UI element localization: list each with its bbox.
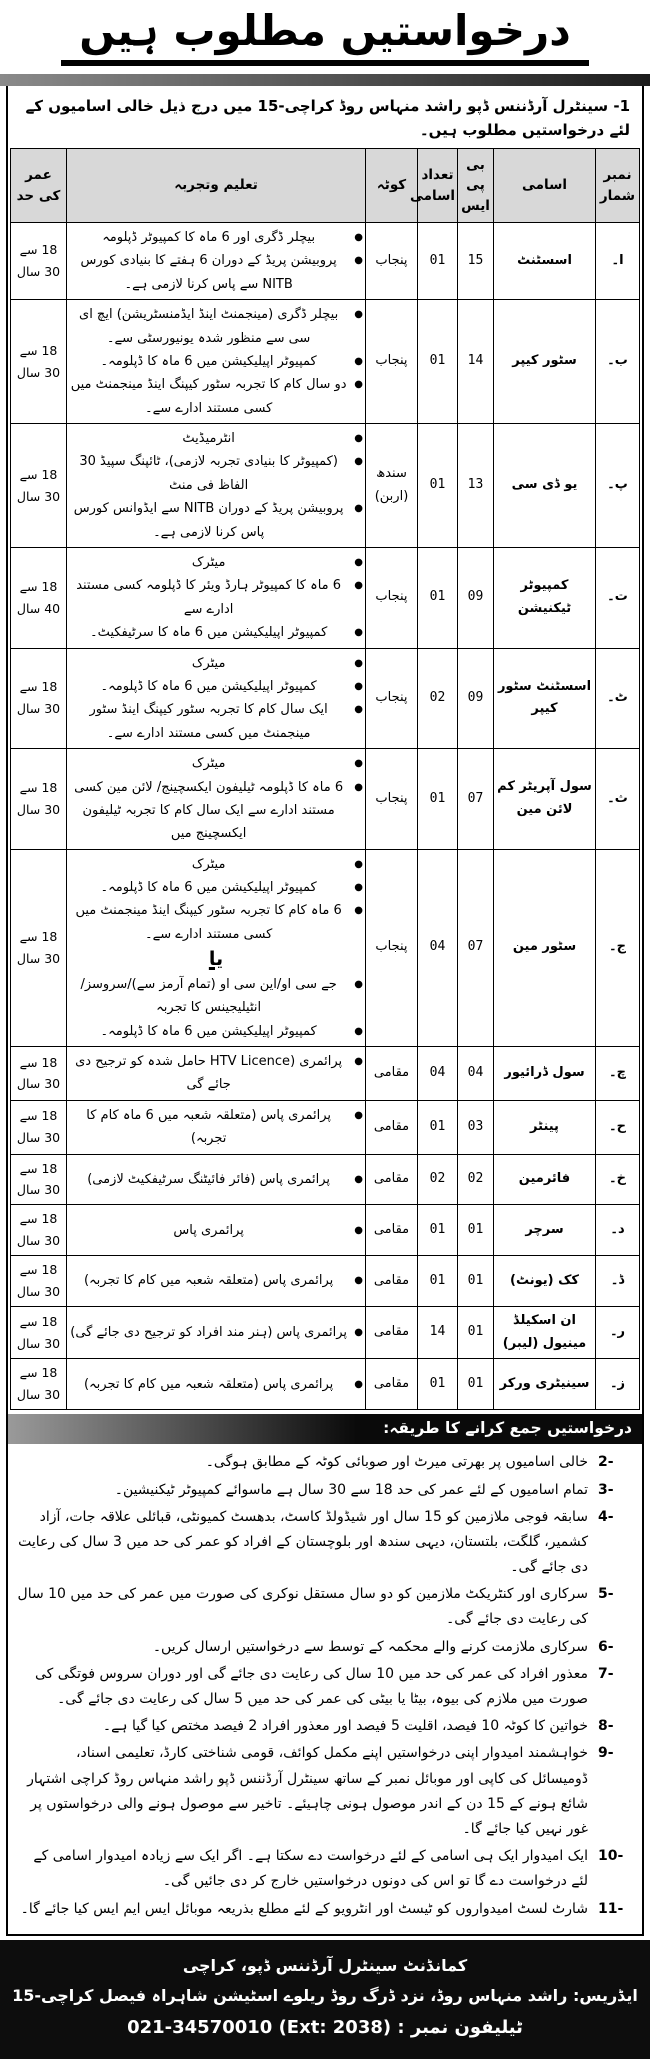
footer-commandant: کمانڈنٹ سینٹرل آرڈننس ڈپو، کراچی	[182, 1955, 468, 1975]
condition-number: 8-	[598, 1718, 614, 1735]
cell-serial: ٹ۔	[596, 648, 640, 749]
condition-text: تمام اسامیوں کے لئے عمر کی حد 18 سے 30 سال ہے ماسوائے کمپیوٹر ٹیکنیشین۔	[114, 1481, 588, 1498]
education-text: میٹرک	[191, 856, 226, 872]
cell-age: 18 سے 30 سال	[11, 1359, 67, 1410]
cell-count: 01	[418, 1256, 458, 1307]
cell-position: کمپیوٹر ٹیکنیشن	[494, 548, 596, 649]
cell-education	[67, 849, 366, 1046]
condition-text: سرکاری اور کنٹریکٹ ملازمین کو دو سال مستقل نوکری کی صورت میں عمر کی حد میں 10 سال کی رعایت دی جائے گی۔	[17, 1586, 588, 1628]
bullet-icon: ●	[354, 231, 363, 243]
condition-text: شارٹ لسٹ امیدواروں کو ٹیسٹ اور انٹرویو کے لئے مطلع بذریعہ موبائل ایس ایم ایس کیا جائے گا۔	[20, 1900, 588, 1917]
condition-text: خواتین کا کوٹہ 10 فیصد، اقلیت 5 فیصد اور معذور افراد 2 فیصد مختص کیا گیا ہے۔	[102, 1718, 588, 1735]
cell-bps: 07	[458, 849, 494, 1046]
cell-count: 01	[418, 1100, 458, 1154]
cell-quota: پنجاب	[366, 300, 418, 424]
footer-address: ایڈریس: راشد منہاس روڈ، نزد ڈرگ روڈ ریلوے اسٹیشن شاہراہ فیصل کراچی-15	[12, 1985, 638, 2005]
cell-quota: مقامی	[366, 1306, 418, 1359]
table-row	[11, 1100, 640, 1154]
education-item	[69, 876, 363, 899]
condition-item	[16, 1582, 632, 1632]
education-text: کمپیوٹر اپیلیکیشن میں 6 ماہ کا ڈپلومہ۔	[100, 678, 317, 694]
cell-bps: 01	[458, 1205, 494, 1256]
table-row	[11, 648, 640, 749]
bullet-icon: ●	[354, 704, 363, 716]
education-item	[69, 350, 363, 373]
education-text: میٹرک	[191, 655, 226, 671]
education-text: پرائمری پاس (ہنر مند افراد کو ترجیح دی جائے گی)	[70, 1324, 348, 1340]
cell-position: سول آپریٹر کم لائن مین	[494, 749, 596, 850]
footer-phone-number: 021-34570010 (Ext: 2038)	[127, 2016, 392, 2038]
cell-position: ان اسکیلڈ مینیول (لیبر)	[494, 1306, 596, 1359]
condition-number: 6-	[598, 1638, 614, 1655]
cell-serial: چ۔	[596, 1047, 640, 1101]
table-row	[11, 1047, 640, 1101]
cell-education	[67, 424, 366, 548]
education-text: دو سال کام کا تجربہ سٹور کیپنگ اینڈ مینجمنٹ میں کسی مستند ادارے سے۔	[70, 377, 347, 416]
education-text: کمپیوٹر اپیلیکیشن میں 6 ماہ کا ڈپلومہ۔	[100, 880, 317, 896]
cell-education	[67, 1205, 366, 1256]
cell-quota: مقامی	[366, 1100, 418, 1154]
condition-text: معذور افراد کی عمر کی حد میں 10 سال کی رعایت دی جائے گی اور دوران سروس فوتگی کی صورت میں ملازم کی بیوہ، بیٹا یا بیٹی کی عمر کی حد میں 5 سال کی رعایت دی جائے گی۔	[35, 1665, 588, 1708]
bullet-icon: ●	[354, 858, 363, 870]
education-item	[69, 698, 363, 745]
cell-quota: پنجاب	[366, 222, 418, 299]
cell-age: 18 سے 30 سال	[11, 1154, 67, 1205]
header-education: تعلیم وتجربہ	[67, 149, 366, 223]
education-text: انٹرمیڈیٹ	[182, 431, 235, 447]
education-text: 6 ماہ کا کمپیوٹر ہارڈ ویئر کا ڈپلومہ کسی مستند ادارے سے	[76, 578, 342, 617]
education-item	[69, 652, 363, 675]
cell-position: یو ڈی سی	[494, 424, 596, 548]
education-text: (کمپیوٹر کا بنیادی تجربہ لازمی)، ٹائپنگ سپیڈ 30 الفاظ فی منٹ	[79, 454, 338, 493]
cell-education	[67, 1154, 366, 1205]
cell-count: 01	[418, 222, 458, 299]
cell-quota: مقامی	[366, 1154, 418, 1205]
education-text: پروبیشن پریڈ کے دوران 6 ہفتے کا بنیادی کورس NITB سے پاس کرنا لازمی ہے۔	[80, 253, 337, 292]
cell-count: 01	[418, 548, 458, 649]
cell-count: 02	[418, 1154, 458, 1205]
cell-position: سینیٹری ورکر	[494, 1359, 596, 1410]
cell-position: سرچر	[494, 1205, 596, 1256]
education-item	[69, 1321, 363, 1344]
table-row	[11, 222, 640, 299]
education-item	[69, 450, 363, 497]
cell-serial: ڈ۔	[596, 1256, 640, 1307]
cell-serial: خ۔	[596, 1154, 640, 1205]
cell-serial: ج۔	[596, 849, 640, 1046]
cell-bps: 07	[458, 749, 494, 850]
education-text: 6 ماہ کام کا تجربہ سٹور کیپنگ اینڈ مینجمنٹ میں کسی مستند ادارے سے۔	[75, 903, 342, 942]
cell-age: 18 سے 30 سال	[11, 424, 67, 548]
bullet-icon: ●	[354, 680, 363, 692]
footer-phone-label: ٹیلیفون نمبر :	[397, 2016, 523, 2038]
condition-item	[16, 1478, 632, 1503]
cell-bps: 02	[458, 1154, 494, 1205]
cell-bps: 01	[458, 1359, 494, 1410]
bullet-icon: ●	[354, 1109, 363, 1121]
education-item	[69, 226, 363, 249]
table-row	[11, 1256, 640, 1307]
conditions-list	[8, 1444, 642, 1933]
cell-quota: مقامی	[366, 1359, 418, 1410]
cell-position: سٹور مین	[494, 849, 596, 1046]
cell-age: 18 سے 30 سال	[11, 1256, 67, 1307]
cell-education	[67, 1306, 366, 1359]
condition-text: خواہشمند امیدوار اپنی درخواستیں اپنے مکمل کوائف، قومی شناختی کارڈ، تعلیمی اسناد، ڈومیسائل کی کاپی اور موبائل نمبر کے ساتھ سینٹرل آرڈننس ڈپو راشد منہاس روڈ کراچی اشتہار شائع ہونے کے 15 دن کے اندر موصول ہونی چاہیئے۔ تاخیر سے موصول ہونے والی درخواستوں پر غور نہیں کیا جائے گا۔	[27, 1745, 588, 1837]
cell-quota: مقامی	[366, 1047, 418, 1101]
education-item	[69, 1104, 363, 1151]
condition-item	[16, 1741, 632, 1842]
education-text: کمپیوٹر اپیلیکیشن میں 6 ماہ کا ڈپلومہ۔	[100, 1023, 317, 1039]
condition-number: 11-	[598, 1900, 624, 1917]
education-item	[69, 574, 363, 621]
table-row	[11, 1359, 640, 1410]
education-item	[69, 249, 363, 296]
cell-quota: پنجاب	[366, 849, 418, 1046]
education-item	[69, 373, 363, 420]
intro-line: 1- سینٹرل آرڈننس ڈپو راشد منہاس روڈ کراچی-15 میں درج ذیل خالی اسامیوں کے لئے درخواستیں مطلوب ہیں۔	[25, 97, 630, 140]
condition-item	[16, 1897, 632, 1922]
bullet-icon: ●	[354, 379, 363, 391]
cell-count: 01	[418, 300, 458, 424]
education-item	[69, 551, 363, 574]
cell-age: 18 سے 40 سال	[11, 548, 67, 649]
cell-age: 18 سے 30 سال	[11, 849, 67, 1046]
condition-number: 3-	[598, 1481, 614, 1498]
education-text: میٹرک	[191, 756, 226, 772]
condition-number: 9-	[598, 1745, 614, 1762]
education-item	[69, 497, 363, 544]
bullet-icon: ●	[354, 781, 363, 793]
cell-education	[67, 300, 366, 424]
cell-count: 02	[418, 648, 458, 749]
condition-number: 5-	[598, 1586, 614, 1603]
cell-bps: 01	[458, 1256, 494, 1307]
cell-education	[67, 648, 366, 749]
education-item	[69, 427, 363, 450]
education-text: ایک سال کام کا تجربہ سٹور کیپنگ اینڈ سٹور مینجمنٹ میں کسی مستند ادارے سے۔	[89, 702, 328, 741]
bullet-icon: ●	[354, 309, 363, 321]
cell-count: 04	[418, 849, 458, 1046]
condition-text: سرکاری ملازمت کرنے والے محکمہ کے توسط سے درخواستیں ارسال کریں۔	[152, 1638, 588, 1655]
bullet-icon: ●	[354, 355, 363, 367]
education-text: میٹرک	[191, 555, 226, 571]
cell-position: سٹور کیپر	[494, 300, 596, 424]
header-count: تعداد اسامی	[418, 149, 458, 223]
bullet-icon: ●	[354, 255, 363, 267]
education-text: پرائمری پاس (متعلقہ شعبہ میں کام کا تجربہ)	[83, 1273, 334, 1289]
cell-age: 18 سے 30 سال	[11, 1205, 67, 1256]
cell-serial: ا۔	[596, 222, 640, 299]
bullet-icon: ●	[354, 905, 363, 917]
bullet-icon: ●	[354, 503, 363, 515]
header-age: عمر کی حد	[11, 149, 67, 223]
bullet-icon: ●	[354, 1378, 363, 1390]
cell-position: اسسٹنٹ سٹور کیپر	[494, 648, 596, 749]
cell-education	[67, 1047, 366, 1101]
cell-education	[67, 222, 366, 299]
cell-serial: ح۔	[596, 1100, 640, 1154]
table-row	[11, 749, 640, 850]
condition-text: ایک امیدوار ایک ہی اسامی کے لئے درخواست دے سکتا ہے۔ اگر ایک سے زیادہ امیدوار اسامی کے لئے درخواست دے گا تو اس کی دونوں درخواستیں خارج کر دی جائیں گی۔	[33, 1848, 588, 1890]
bullet-icon: ●	[354, 657, 363, 669]
education-text: پرائمری پاس (متعلقہ شعبہ میں کام کا تجربہ)	[83, 1376, 334, 1392]
cell-serial: ث۔	[596, 749, 640, 850]
table-row	[11, 424, 640, 548]
education-item	[69, 853, 363, 876]
condition-item	[16, 1844, 632, 1894]
table-row	[11, 1205, 640, 1256]
bullet-icon: ●	[354, 433, 363, 445]
table-row	[11, 1306, 640, 1359]
divider-bar	[0, 74, 650, 86]
bullet-icon: ●	[354, 580, 363, 592]
cell-count: 01	[418, 1205, 458, 1256]
education-item	[69, 973, 363, 1020]
condition-item	[16, 1662, 632, 1712]
cell-age: 18 سے 30 سال	[11, 1047, 67, 1101]
table-header	[11, 149, 640, 223]
cell-serial: ب۔	[596, 300, 640, 424]
cell-serial: ز۔	[596, 1359, 640, 1410]
or-separator: یا	[208, 948, 224, 971]
cell-bps: 04	[458, 1047, 494, 1101]
bullet-icon: ●	[354, 1025, 363, 1037]
cell-position: فائرمین	[494, 1154, 596, 1205]
cell-quota: مقامی	[366, 1205, 418, 1256]
cell-age: 18 سے 30 سال	[11, 749, 67, 850]
bullet-icon: ●	[354, 456, 363, 468]
cell-count: 14	[418, 1306, 458, 1359]
bullet-icon: ●	[354, 882, 363, 894]
header-serial: نمبر شمار	[596, 149, 640, 223]
condition-item	[16, 1505, 632, 1581]
cell-bps: 09	[458, 548, 494, 649]
cell-bps: 01	[458, 1306, 494, 1359]
cell-bps: 09	[458, 648, 494, 749]
bullet-icon: ●	[354, 1056, 363, 1068]
cell-position: کک (یونٹ)	[494, 1256, 596, 1307]
education-item	[69, 1269, 363, 1292]
education-text: پرائمری پاس	[173, 1222, 244, 1238]
cell-age: 18 سے 30 سال	[11, 222, 67, 299]
footer	[0, 1940, 650, 2059]
education-text: بیچلر ڈگری اور 6 ماہ کا کمپیوٹر ڈپلومہ	[102, 229, 316, 245]
header-bps: بی پی ایس	[458, 149, 494, 223]
condition-item	[16, 1714, 632, 1739]
cell-serial: پ۔	[596, 424, 640, 548]
cell-quota: مقامی	[366, 1256, 418, 1307]
submission-method-banner: درخواستیں جمع کرانے کا طریقہ:	[8, 1414, 642, 1444]
condition-text: سابقہ فوجی ملازمین کو 15 سال اور شیڈولڈ کاسٹ، بدھسٹ کمیونٹی، قبائلی علاقہ جات، آزاد کشمیر، گلگت، بلتستان، دیہی سندھ اور بلوچستان کے افراد کو عمر کی حد میں 3 سال کی رعایت دی جائے گی۔	[18, 1508, 588, 1576]
cell-age: 18 سے 30 سال	[11, 648, 67, 749]
education-text: کمپیوٹر اپیلیکیشن میں 6 ماہ کا ڈپلومہ۔	[100, 353, 317, 369]
header-quota: کوٹہ	[366, 149, 418, 223]
education-item	[69, 1219, 363, 1242]
bullet-icon: ●	[354, 1224, 363, 1236]
cell-position: اسسٹنٹ	[494, 222, 596, 299]
table-row	[11, 1154, 640, 1205]
bullet-icon: ●	[354, 627, 363, 639]
education-text: بیچلر ڈگری (مینجمنٹ اینڈ ایڈمنسٹریشن) ایچ ای سی سے منظور شدہ یونیورسٹی سے۔	[79, 307, 339, 346]
cell-quota: سندھ (اربن)	[366, 424, 418, 548]
cell-count: 01	[418, 1359, 458, 1410]
condition-number: 10-	[598, 1848, 624, 1865]
education-item	[69, 1168, 363, 1191]
education-text: پرائمری (HTV Licence حامل شدہ کو ترجیح دی جائے گی	[75, 1054, 343, 1093]
page-title: درخواستیں مطلوب ہیں	[61, 8, 589, 66]
cell-position: پینٹر	[494, 1100, 596, 1154]
header-position: اسامی	[494, 149, 596, 223]
cell-position: سول ڈرائیور	[494, 1047, 596, 1101]
cell-education	[67, 1359, 366, 1410]
cell-age: 18 سے 30 سال	[11, 1306, 67, 1359]
cell-bps: 15	[458, 222, 494, 299]
bullet-icon: ●	[354, 1326, 363, 1338]
cell-age: 18 سے 30 سال	[11, 1100, 67, 1154]
cell-quota: پنجاب	[366, 749, 418, 850]
cell-education	[67, 1100, 366, 1154]
table-row	[11, 849, 640, 1046]
cell-serial: ت۔	[596, 548, 640, 649]
cell-quota: پنجاب	[366, 548, 418, 649]
bullet-icon: ●	[354, 978, 363, 990]
condition-item	[16, 1450, 632, 1475]
cell-serial: د۔	[596, 1205, 640, 1256]
education-item	[69, 1050, 363, 1097]
cell-bps: 13	[458, 424, 494, 548]
cell-age: 18 سے 30 سال	[11, 300, 67, 424]
education-item	[69, 303, 363, 350]
footer-phone-line	[10, 2011, 640, 2045]
condition-number: 7-	[598, 1665, 614, 1682]
bullet-icon: ●	[354, 1275, 363, 1287]
condition-text: خالی اسامیوں پر بھرتی میرٹ اور صوبائی کوٹہ کے مطابق ہوگی۔	[205, 1454, 588, 1471]
cell-bps: 14	[458, 300, 494, 424]
cell-count: 04	[418, 1047, 458, 1101]
education-item	[69, 1373, 363, 1396]
condition-item	[16, 1635, 632, 1660]
bullet-icon: ●	[354, 557, 363, 569]
education-item	[69, 899, 363, 946]
education-item	[69, 752, 363, 775]
education-text: پروبیشن پریڈ کے دوران NITB سے ایڈوانس کورس پاس کرنا لازمی ہے۔	[73, 501, 344, 540]
condition-number: 2-	[598, 1454, 614, 1471]
cell-quota: پنجاب	[366, 648, 418, 749]
table-row	[11, 548, 640, 649]
cell-education	[67, 749, 366, 850]
education-item	[69, 675, 363, 698]
content-box	[6, 86, 644, 1936]
cell-bps: 03	[458, 1100, 494, 1154]
condition-number: 4-	[598, 1508, 614, 1525]
education-text: کمپیوٹر اپیلیکیشن میں 6 ماہ کا سرٹیفکیٹ۔	[90, 625, 328, 641]
education-text: جے سی او/این سی او (تمام آرمز سے)/سروسز/انٹیلیجینس کا تجربہ	[80, 976, 337, 1016]
education-text: 6 ماہ کا ڈپلومہ ٹیلیفون ایکسچینج/ لائن مین کسی مستند ادارے سے ایک سال کام کا تجربہ ٹیلیفون ایکسچینج میں	[74, 779, 344, 842]
cell-education	[67, 548, 366, 649]
education-text: پرائمری پاس (فائر فائیٹنگ سرٹیفکیٹ لازمی)	[87, 1171, 331, 1187]
bullet-icon: ●	[354, 1173, 363, 1185]
education-item	[69, 1020, 363, 1043]
jobs-table	[10, 148, 640, 1410]
cell-education	[67, 1256, 366, 1307]
table-row	[11, 300, 640, 424]
cell-count: 01	[418, 424, 458, 548]
education-item	[69, 776, 363, 846]
title-block	[0, 0, 650, 72]
education-text: پرائمری پاس (متعلقہ شعبہ میں 6 ماہ کام کا تجربہ)	[86, 1107, 332, 1147]
cell-count: 01	[418, 749, 458, 850]
cell-serial: ر۔	[596, 1306, 640, 1359]
bullet-icon: ●	[354, 758, 363, 770]
education-item	[69, 621, 363, 644]
